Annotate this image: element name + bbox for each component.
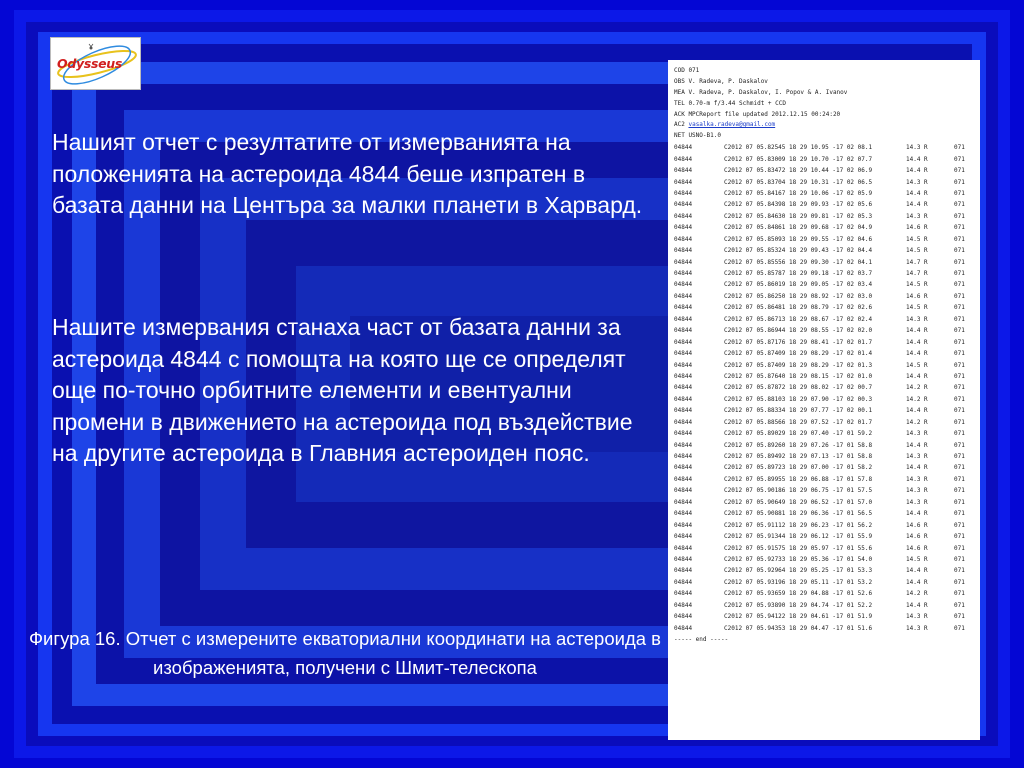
observation-row [674, 577, 976, 588]
object-number-cell: 04844 [674, 258, 693, 266]
observatory-code-cell: 071 [954, 304, 965, 312]
observation-row [674, 268, 976, 279]
observatory-code-cell: 071 [954, 144, 965, 152]
observation-row [674, 348, 976, 359]
object-number-cell: 04844 [674, 567, 693, 575]
magnitude-cell: 14.6 R [906, 224, 928, 232]
object-number-cell: 04844 [674, 418, 693, 426]
object-number-cell: 04844 [674, 155, 693, 163]
observation-row [674, 154, 976, 165]
object-number-cell: 04844 [674, 624, 693, 632]
magnitude-cell: 14.4 R [906, 601, 928, 609]
observatory-code-cell: 071 [954, 487, 965, 495]
observation-cell: C2012 07 05.85324 18 29 09.43 -17 02 04.4 [724, 247, 873, 255]
observatory-code-cell: 071 [954, 533, 965, 541]
observation-cell: C2012 07 05.83704 18 29 10.31 -17 02 06.5 [724, 178, 873, 186]
magnitude-cell: 14.7 R [906, 258, 928, 266]
object-number-cell: 04844 [674, 361, 693, 369]
magnitude-cell: 14.3 R [906, 315, 928, 323]
magnitude-cell: 14.4 R [906, 578, 928, 586]
observation-cell: C2012 07 05.86481 18 29 08.79 -17 02 02.6 [724, 304, 873, 312]
observation-row [674, 474, 976, 485]
object-number-cell: 04844 [674, 453, 693, 461]
object-number-cell: 04844 [674, 212, 693, 220]
observatory-code-cell: 071 [954, 247, 965, 255]
object-number-cell: 04844 [674, 441, 693, 449]
observation-cell: C2012 07 05.91575 18 29 05.97 -17 01 55.6 [724, 544, 873, 552]
observation-row [674, 222, 976, 233]
observatory-code-cell: 071 [954, 155, 965, 163]
observation-cell: C2012 07 05.84398 18 29 09.93 -17 02 05.6 [724, 201, 873, 209]
observation-row [674, 279, 976, 290]
object-number-cell: 04844 [674, 510, 693, 518]
object-number-cell: 04844 [674, 601, 693, 609]
observation-cell: C2012 07 05.88103 18 29 07.90 -17 02 00.3 [724, 395, 873, 403]
observation-cell: C2012 07 05.89260 18 29 07.26 -17 01 58.8 [724, 441, 873, 449]
magnitude-cell: 14.3 R [906, 178, 928, 186]
observation-row [674, 440, 976, 451]
report-ack-line: ACK MPCReport file updated 2012.12.15 00:24:20 [674, 110, 841, 118]
observation-cell: C2012 07 05.87409 18 29 08.29 -17 02 01.4 [724, 350, 873, 358]
observation-cell: C2012 07 05.94353 18 29 04.47 -17 01 51.6 [724, 624, 873, 632]
observation-row [674, 188, 976, 199]
observation-cell: C2012 07 05.91112 18 29 06.23 -17 01 56.2 [724, 521, 873, 529]
magnitude-cell: 14.4 R [906, 510, 928, 518]
observation-row [674, 291, 976, 302]
observation-cell: C2012 07 05.89029 18 29 07.40 -17 01 59.2 [724, 430, 873, 438]
observation-row [674, 497, 976, 508]
observation-row [674, 394, 976, 405]
observation-row [674, 405, 976, 416]
magnitude-cell: 14.6 R [906, 544, 928, 552]
magnitude-cell: 14.2 R [906, 418, 928, 426]
observatory-code-cell: 071 [954, 441, 965, 449]
observatory-code-cell: 071 [954, 510, 965, 518]
observation-row [674, 543, 976, 554]
observation-rows [674, 142, 976, 634]
object-number-cell: 04844 [674, 613, 693, 621]
observation-row [674, 165, 976, 176]
observation-cell: C2012 07 05.89492 18 29 07.13 -17 01 58.8 [724, 453, 873, 461]
observatory-code-cell: 071 [954, 281, 965, 289]
observatory-code-cell: 071 [954, 555, 965, 563]
observation-cell: C2012 07 05.88566 18 29 07.52 -17 02 01.7 [724, 418, 873, 426]
report-obs-line: OBS V. Radeva, P. Daskalov [674, 77, 768, 85]
object-number-cell: 04844 [674, 533, 693, 541]
mpc-report-document [668, 60, 980, 740]
observatory-code-cell: 071 [954, 578, 965, 586]
observation-row [674, 531, 976, 542]
magnitude-cell: 14.4 R [906, 407, 928, 415]
observatory-code-cell: 071 [954, 315, 965, 323]
logo-wordmark: Odysseus [57, 56, 123, 71]
object-number-cell: 04844 [674, 487, 693, 495]
observation-cell: C2012 07 05.89955 18 29 06.88 -17 01 57.8 [724, 475, 873, 483]
magnitude-cell: 14.3 R [906, 624, 928, 632]
observatory-code-cell: 071 [954, 567, 965, 575]
observation-row [674, 142, 976, 153]
object-number-cell: 04844 [674, 304, 693, 312]
magnitude-cell: 14.7 R [906, 270, 928, 278]
observatory-code-cell: 071 [954, 453, 965, 461]
observatory-code-cell: 071 [954, 327, 965, 335]
observation-row [674, 199, 976, 210]
observation-cell: C2012 07 05.83009 18 29 10.70 -17 02 07.7 [724, 155, 873, 163]
magnitude-cell: 14.4 R [906, 464, 928, 472]
observation-cell: C2012 07 05.87640 18 29 08.15 -17 02 01.0 [724, 372, 873, 380]
observatory-code-cell: 071 [954, 350, 965, 358]
observation-cell: C2012 07 05.82545 18 29 10.95 -17 02 08.1 [724, 144, 873, 152]
observation-cell: C2012 07 05.84861 18 29 09.68 -17 02 04.9 [724, 224, 873, 232]
observation-row [674, 428, 976, 439]
report-ac2-label: AC2 [674, 121, 685, 129]
magnitude-cell: 14.3 R [906, 144, 928, 152]
paragraph-report-sent: Нашият отчет с резултатите от измерванията на положенията на астероида 4844 беше изпратен в базата данни на Центъра за малки планети в Харвард. [52, 129, 643, 218]
observatory-code-cell: 071 [954, 258, 965, 266]
observation-row [674, 245, 976, 256]
observation-cell: C2012 07 05.85093 18 29 09.55 -17 02 04.6 [724, 235, 873, 243]
observation-cell: C2012 07 05.92733 18 29 05.36 -17 01 54.0 [724, 555, 873, 563]
observation-cell: C2012 07 05.86944 18 29 08.55 -17 02 02.0 [724, 327, 873, 335]
observation-cell: C2012 07 05.92964 18 29 05.25 -17 01 53.3 [724, 567, 873, 575]
magnitude-cell: 14.2 R [906, 384, 928, 392]
observatory-code-cell: 071 [954, 430, 965, 438]
observation-row [674, 451, 976, 462]
magnitude-cell: 14.4 R [906, 327, 928, 335]
object-number-cell: 04844 [674, 167, 693, 175]
magnitude-cell: 14.4 R [906, 441, 928, 449]
observation-cell: C2012 07 05.86250 18 29 08.92 -17 02 03.0 [724, 292, 873, 300]
object-number-cell: 04844 [674, 372, 693, 380]
object-number-cell: 04844 [674, 407, 693, 415]
observatory-code-cell: 071 [954, 201, 965, 209]
observatory-code-cell: 071 [954, 464, 965, 472]
observatory-code-cell: 071 [954, 418, 965, 426]
observation-row [674, 382, 976, 393]
report-net-line: NET USNO-B1.0 [674, 132, 721, 140]
observation-cell: C2012 07 05.90649 18 29 06.52 -17 01 57.0 [724, 498, 873, 506]
observation-cell: C2012 07 05.93659 18 29 04.88 -17 01 52.6 [724, 590, 873, 598]
object-number-cell: 04844 [674, 201, 693, 209]
observation-row [674, 417, 976, 428]
observation-cell: C2012 07 05.87409 18 29 08.29 -17 02 01.3 [724, 361, 873, 369]
object-number-cell: 04844 [674, 430, 693, 438]
magnitude-cell: 14.4 R [906, 350, 928, 358]
observation-cell: C2012 07 05.87176 18 29 08.41 -17 02 01.7 [724, 338, 873, 346]
object-number-cell: 04844 [674, 521, 693, 529]
object-number-cell: 04844 [674, 178, 693, 186]
magnitude-cell: 14.3 R [906, 212, 928, 220]
observatory-code-cell: 071 [954, 224, 965, 232]
report-ac2-line [674, 120, 976, 131]
observatory-code-cell: 071 [954, 544, 965, 552]
observation-row [674, 337, 976, 348]
observation-row [674, 257, 976, 268]
observatory-code-cell: 071 [954, 178, 965, 186]
object-number-cell: 04844 [674, 338, 693, 346]
observation-cell: C2012 07 05.90186 18 29 06.75 -17 01 57.5 [724, 487, 873, 495]
object-number-cell: 04844 [674, 350, 693, 358]
observation-row [674, 177, 976, 188]
magnitude-cell: 14.5 R [906, 304, 928, 312]
magnitude-cell: 14.5 R [906, 235, 928, 243]
observation-row [674, 485, 976, 496]
object-number-cell: 04844 [674, 544, 693, 552]
magnitude-cell: 14.3 R [906, 487, 928, 495]
observatory-code-cell: 071 [954, 270, 965, 278]
magnitude-cell: 14.4 R [906, 338, 928, 346]
magnitude-cell: 14.4 R [906, 567, 928, 575]
magnitude-cell: 14.3 R [906, 430, 928, 438]
observation-row [674, 234, 976, 245]
observation-cell: C2012 07 05.84167 18 29 10.06 -17 02 05.9 [724, 189, 873, 197]
observation-row [674, 623, 976, 634]
observation-cell: C2012 07 05.85787 18 29 09.18 -17 02 03.7 [724, 270, 873, 278]
figure-caption: Фигура 16. Отчет с измерените екваториални координати на астероида в изображенията, получени с Шмит-телескопа [28, 628, 662, 678]
observation-row [674, 302, 976, 313]
observation-row [674, 588, 976, 599]
magnitude-cell: 14.3 R [906, 613, 928, 621]
object-number-cell: 04844 [674, 189, 693, 197]
observation-row [674, 325, 976, 336]
observatory-code-cell: 071 [954, 338, 965, 346]
observation-cell: C2012 07 05.84630 18 29 09.81 -17 02 05.3 [724, 212, 873, 220]
observation-cell: C2012 07 05.86019 18 29 09.05 -17 02 03.4 [724, 281, 873, 289]
object-number-cell: 04844 [674, 464, 693, 472]
observatory-code-cell: 071 [954, 601, 965, 609]
observation-row [674, 371, 976, 382]
object-number-cell: 04844 [674, 475, 693, 483]
observation-cell: C2012 07 05.89723 18 29 07.00 -17 01 58.2 [724, 464, 873, 472]
observatory-code-cell: 071 [954, 189, 965, 197]
magnitude-cell: 14.2 R [906, 590, 928, 598]
observation-cell: C2012 07 05.93890 18 29 04.74 -17 01 52.2 [724, 601, 873, 609]
magnitude-cell: 14.4 R [906, 155, 928, 163]
magnitude-cell: 14.5 R [906, 247, 928, 255]
object-number-cell: 04844 [674, 144, 693, 152]
magnitude-cell: 14.5 R [906, 281, 928, 289]
observatory-code-cell: 071 [954, 613, 965, 621]
observation-cell: C2012 07 05.86713 18 29 08.67 -17 02 02.4 [724, 315, 873, 323]
observatory-code-cell: 071 [954, 361, 965, 369]
observatory-code-cell: 071 [954, 407, 965, 415]
observation-cell: C2012 07 05.93196 18 29 05.11 -17 01 53.2 [724, 578, 873, 586]
magnitude-cell: 14.3 R [906, 475, 928, 483]
observation-cell: C2012 07 05.87872 18 29 08.02 -17 02 00.7 [724, 384, 873, 392]
magnitude-cell: 14.4 R [906, 201, 928, 209]
object-number-cell: 04844 [674, 270, 693, 278]
observatory-code-cell: 071 [954, 292, 965, 300]
observation-cell: C2012 07 05.85556 18 29 09.30 -17 02 04.1 [724, 258, 873, 266]
object-number-cell: 04844 [674, 327, 693, 335]
object-number-cell: 04844 [674, 384, 693, 392]
object-number-cell: 04844 [674, 590, 693, 598]
observation-row [674, 520, 976, 531]
object-number-cell: 04844 [674, 292, 693, 300]
object-number-cell: 04844 [674, 224, 693, 232]
magnitude-cell: 14.4 R [906, 372, 928, 380]
observation-row [674, 554, 976, 565]
magnitude-cell: 14.3 R [906, 453, 928, 461]
observation-row [674, 611, 976, 622]
observatory-code-cell: 071 [954, 590, 965, 598]
odysseus-logo [50, 37, 141, 90]
report-cod-line: COD 071 [674, 67, 700, 74]
observation-row [674, 314, 976, 325]
object-number-cell: 04844 [674, 578, 693, 586]
observation-row [674, 600, 976, 611]
observatory-code-cell: 071 [954, 475, 965, 483]
object-number-cell: 04844 [674, 555, 693, 563]
report-end-marker: ----- end ----- [674, 636, 729, 644]
report-tel-line: TEL 0.70-m f/3.44 Schmidt + CCD [674, 99, 786, 107]
magnitude-cell: 14.5 R [906, 555, 928, 563]
observatory-code-cell: 071 [954, 498, 965, 506]
object-number-cell: 04844 [674, 247, 693, 255]
magnitude-cell: 14.4 R [906, 189, 928, 197]
observation-row [674, 360, 976, 371]
observatory-code-cell: 071 [954, 212, 965, 220]
magnitude-cell: 14.3 R [906, 498, 928, 506]
report-email-link[interactable]: vasalka.radeva@gmail.com [688, 121, 776, 129]
object-number-cell: 04844 [674, 498, 693, 506]
observation-cell: C2012 07 05.83472 18 29 10.44 -17 02 06.9 [724, 167, 873, 175]
observation-cell: C2012 07 05.90881 18 29 06.36 -17 01 56.5 [724, 510, 873, 518]
magnitude-cell: 14.6 R [906, 521, 928, 529]
paragraph-measurements-database: Нашите измервания станаха част от базата данни за астероида 4844 с помощта на която ще се определят още по-точно орбитните елементи и евентуални промени в движението на астероида под въздействие на другите астероида в Главния астероиден пояс. [52, 314, 633, 466]
observation-cell: C2012 07 05.94122 18 29 04.61 -17 01 51.9 [724, 613, 873, 621]
observatory-code-cell: 071 [954, 624, 965, 632]
report-mea-line: MEA V. Radeva, P. Daskalov, I. Popov & A. Ivanov [674, 88, 848, 96]
magnitude-cell: 14.6 R [906, 292, 928, 300]
observation-cell: C2012 07 05.88334 18 29 07.77 -17 02 00.1 [724, 407, 873, 415]
magnitude-cell: 14.2 R [906, 395, 928, 403]
object-number-cell: 04844 [674, 281, 693, 289]
magnitude-cell: 14.5 R [906, 361, 928, 369]
observation-cell: C2012 07 05.91344 18 29 06.12 -17 01 55.9 [724, 533, 873, 541]
observatory-code-cell: 071 [954, 167, 965, 175]
magnitude-cell: 14.4 R [906, 167, 928, 175]
observatory-code-cell: 071 [954, 395, 965, 403]
object-number-cell: 04844 [674, 315, 693, 323]
observatory-code-cell: 071 [954, 521, 965, 529]
observatory-code-cell: 071 [954, 372, 965, 380]
observatory-code-cell: 071 [954, 235, 965, 243]
object-number-cell: 04844 [674, 395, 693, 403]
observatory-code-cell: 071 [954, 384, 965, 392]
observation-row [674, 211, 976, 222]
observation-row [674, 462, 976, 473]
observation-row [674, 565, 976, 576]
observation-row [674, 508, 976, 519]
object-number-cell: 04844 [674, 235, 693, 243]
magnitude-cell: 14.6 R [906, 533, 928, 541]
